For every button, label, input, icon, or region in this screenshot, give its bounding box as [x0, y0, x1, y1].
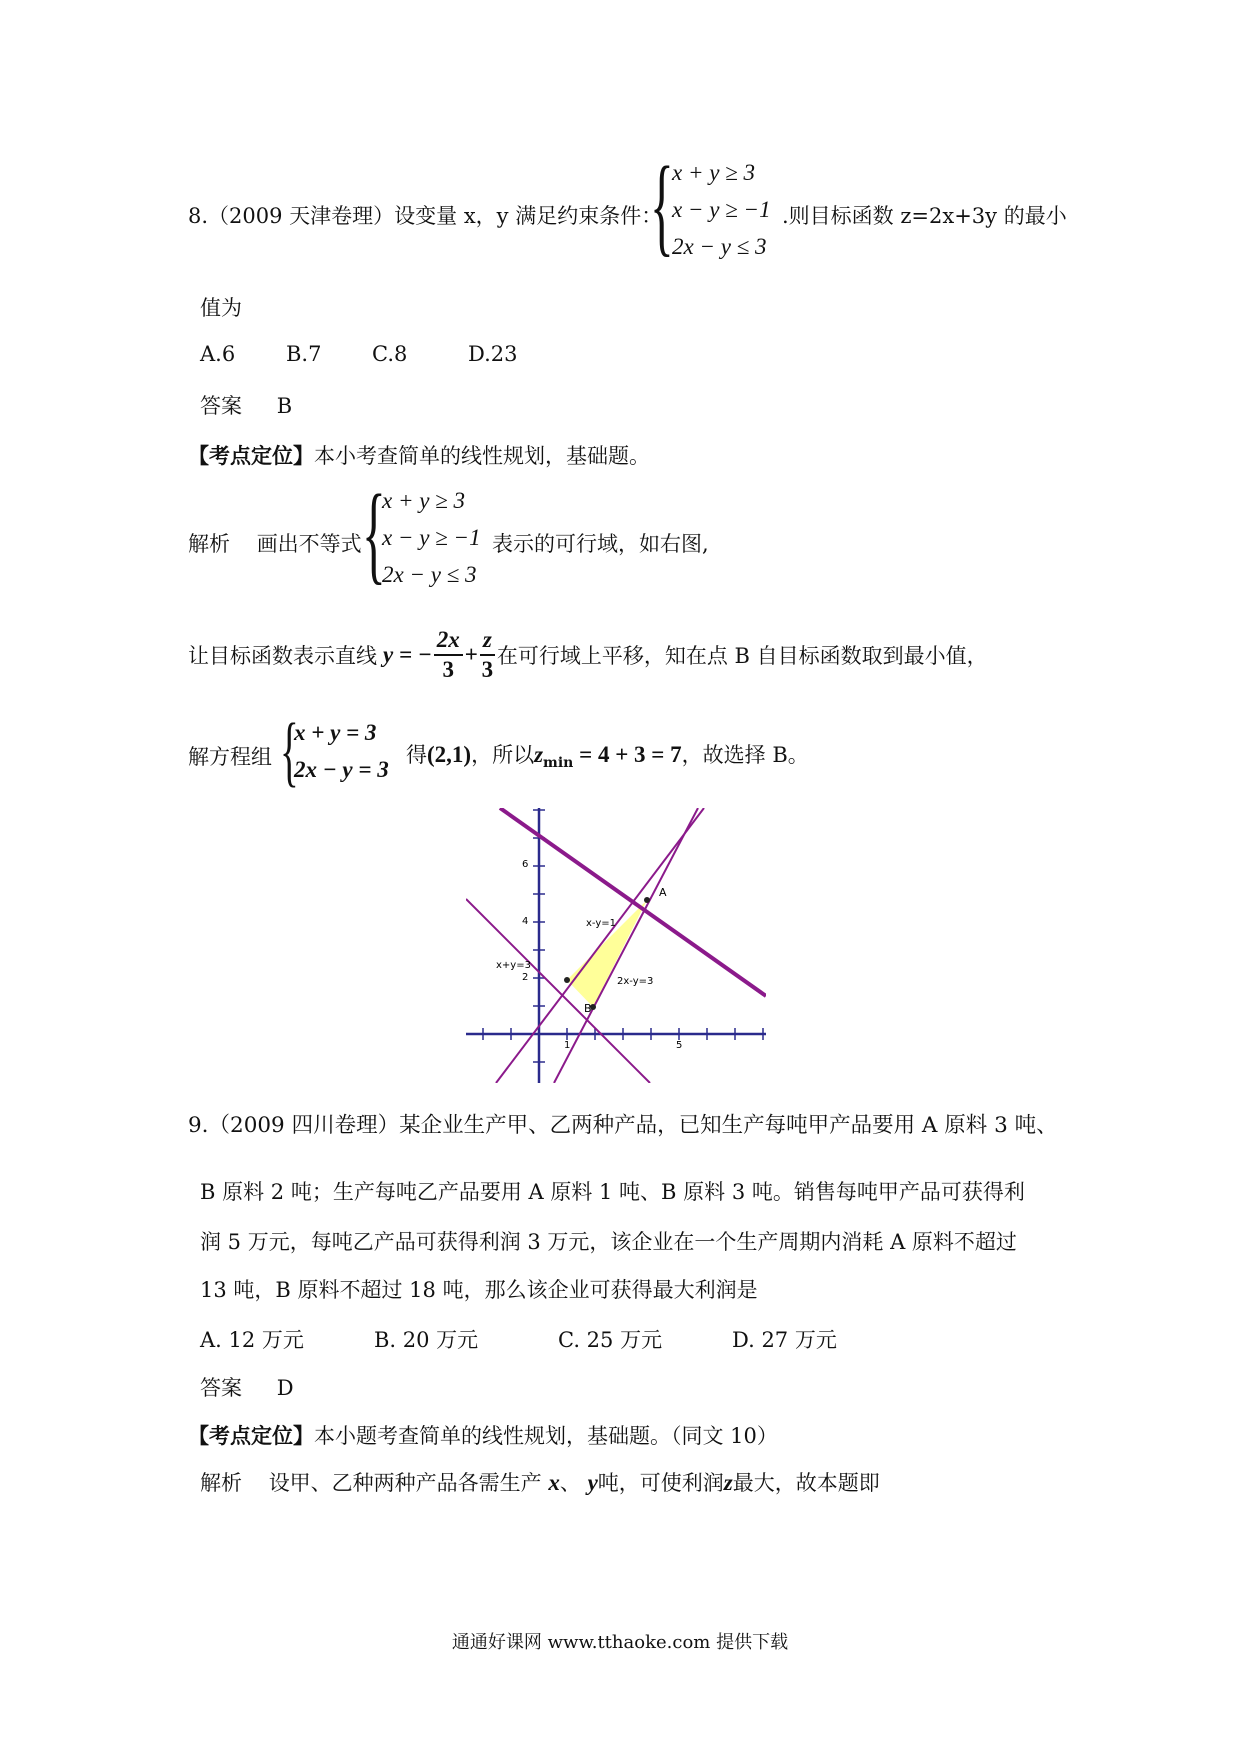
q9-answer-label: 答案 — [200, 1376, 242, 1400]
q8-solve-eq-1: x + y = 3 — [294, 720, 377, 745]
q8-answer — [200, 390, 292, 420]
q8-option-a: A.6 — [200, 342, 236, 366]
q8-analysis-label-text: 解析 — [188, 532, 230, 556]
q9-option-d: D. 27 万元 — [732, 1328, 837, 1352]
label-2x-minus-y-eq-3: 2x-y=3 — [617, 976, 654, 987]
q9-line3: 润 5 万元，每吨乙产品可获得利润 3 万元，该企业在一个生产周期内消耗 A 原料不超过 — [200, 1230, 1017, 1254]
q8-analysis-constraint-2: x − y ≥ −1 — [382, 525, 481, 550]
label-x-minus-y-eq-1: x-y=1 — [586, 918, 617, 929]
q8-analysis-pre: 画出不等式 — [256, 532, 362, 556]
q8-analysis-label — [188, 528, 362, 558]
q8-analysis-brace: { — [362, 472, 386, 594]
q8-move-post: 在可行域上平移，知在点 B 自目标函数取到最小值， — [496, 644, 988, 668]
label-point-a: A — [659, 886, 667, 899]
q9-sep: 、 — [559, 1471, 581, 1495]
q8-move-num2: z — [480, 626, 495, 656]
q8-option-c: C.8 — [372, 342, 408, 366]
q8-point — [188, 440, 650, 470]
q8-option-b: B.7 — [286, 342, 322, 366]
q8-tail2: 值为 — [200, 296, 242, 320]
q8-solve-z: z — [534, 742, 544, 767]
q8-constraint-1: x + y ≥ 3 — [672, 160, 756, 185]
q8-solve-eq-2: 2x − y = 3 — [294, 757, 389, 782]
q9-analysis-label: 解析 — [200, 1471, 242, 1495]
tick-label-4: 4 — [522, 916, 529, 927]
q8-solve-get: 得 — [406, 743, 427, 767]
q8-constraint-2: x − y ≥ −1 — [672, 197, 771, 222]
q8-analysis-constraint-1: x + y ≥ 3 — [382, 488, 466, 513]
q8-move-frac2 — [480, 626, 495, 684]
q8-analysis-constraint-3: 2x − y ≤ 3 — [382, 562, 477, 587]
feasible-region — [567, 900, 647, 1007]
q9-analysis-pre: 设甲、乙种两种产品各需生产 — [268, 1471, 542, 1495]
q9-var-y: y — [587, 1470, 598, 1495]
feasible-region-graph — [466, 808, 766, 1083]
q9-analysis-end: 最大，故本题即 — [732, 1471, 880, 1495]
tick-label-1: 1 — [564, 1040, 571, 1051]
q9-line1: 9.（2009 四川卷理）某企业生产甲、乙两种产品，已知生产每吨甲产品要用 A 原料 3 吨、 — [188, 1113, 1058, 1138]
q8-move-den2: 3 — [481, 657, 494, 682]
tick-label-6: 6 — [522, 859, 529, 870]
q8-constraint-3: 2x − y ≤ 3 — [672, 234, 767, 259]
q8-solve-pre: 解方程组 — [188, 745, 272, 769]
q9-answer — [200, 1372, 294, 1402]
tick-label-2: 2 — [522, 972, 529, 983]
q8-move-pre: 让目标函数表示直线 — [188, 644, 377, 668]
q9-point-label: 【考点定位】 — [188, 1423, 314, 1448]
q9-option-b: B. 20 万元 — [374, 1328, 479, 1352]
q8-answer-value: B — [276, 394, 293, 418]
q8-option-d: D.23 — [468, 342, 518, 366]
q8-analysis-post: 表示的可行域，如右图, — [492, 532, 709, 556]
q9-option-c: C. 25 万元 — [558, 1328, 663, 1352]
q8-point-text: 本小考查简单的线性规划，基础题。 — [314, 444, 650, 468]
q8-move-plus: + — [464, 642, 478, 667]
q8-solve-brace: { — [280, 707, 299, 794]
q8-solve-result — [406, 739, 809, 771]
line-x-minus-y-eq-1 — [496, 808, 704, 1083]
q9-var-z: z — [723, 1470, 733, 1495]
q8-move-y: y = − — [383, 642, 432, 667]
q8-solve-mid: ，所以 — [471, 743, 535, 767]
q9-line4: 13 吨，B 原料不超过 18 吨，那么该企业可获得最大利润是 — [200, 1278, 758, 1302]
q8-solve-end: ，故选择 B。 — [681, 743, 809, 767]
q9-analysis — [200, 1467, 880, 1497]
q8-solve-val: = 4 + 3 = 7 — [573, 742, 682, 767]
q8-move-frac1 — [434, 626, 463, 684]
label-x-plus-y-eq-3: x+y=3 — [496, 960, 531, 971]
q8-answer-label: 答案 — [200, 394, 242, 418]
label-point-b: B — [584, 1002, 592, 1015]
q8-tail: .则目标函数 z=2x+3y 的最小 — [782, 204, 1067, 228]
q9-option-a: A. 12 万元 — [200, 1328, 304, 1352]
q8-constraints-brace: { — [650, 144, 674, 266]
point-c-marker — [564, 977, 570, 983]
q8-move-den1: 3 — [442, 657, 455, 682]
q8-solve-sub: min — [543, 755, 574, 772]
q9-point — [188, 1420, 778, 1450]
q9-line2: B 原料 2 吨；生产每吨乙产品要用 A 原料 1 吨、B 原料 3 吨。销售每吨甲产品可获得利 — [200, 1180, 1025, 1204]
q8-point-label: 【考点定位】 — [188, 443, 314, 468]
page-footer: 通通好课网 www.tthaoke.com 提供下载 — [451, 1632, 789, 1653]
q9-var-x: x — [548, 1470, 560, 1495]
q8-solve-point: (2,1) — [427, 742, 472, 767]
q9-point-text: 本小题考查简单的线性规划，基础题。（同文 10） — [314, 1424, 778, 1448]
tick-label-5: 5 — [676, 1040, 683, 1051]
q8-move — [188, 626, 988, 684]
point-a-marker — [644, 897, 650, 903]
q9-answer-value: D — [276, 1376, 294, 1400]
q8-intro: 8.（2009 天津卷理）设变量 x，y 满足约束条件： — [188, 204, 663, 228]
q8-move-num1: 2x — [434, 626, 463, 656]
q9-analysis-mid: 吨，可使利润 — [597, 1471, 724, 1495]
